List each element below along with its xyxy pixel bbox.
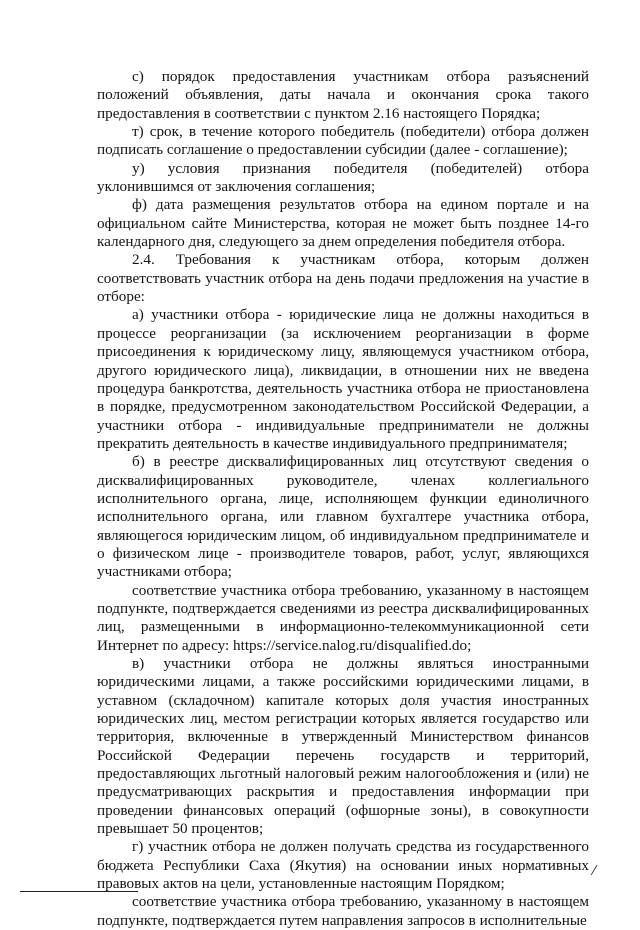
paragraph-item-b: б) в реестре дисквалифицированных лиц отсутствуют сведения о дисквалифицированных руководителе, членах коллегиального исполнительного органа, лице, исполняющем функции единоличного исполнительного органа, или главном бухгалтере участника отбора, являющегося юридическим лицом, об индивидуальном предпринимателе и о физическом лице - производителе товаров, работ, услуг, являющихся участниками отбора; xyxy=(97,453,589,581)
document-body xyxy=(97,68,589,930)
paragraph-item-u: у) условия признания победителя (победителей) отбора уклонившимся от заключения соглашения; xyxy=(97,159,589,196)
footer-rule xyxy=(20,891,138,892)
paragraph-item-s: с) порядок предоставления участникам отбора разъяснений положений объявления, даты начала и окончания срока такого предоставления в соответствии с пунктом 2.16 настоящего Порядка; xyxy=(97,68,589,122)
section-2-4-heading: 2.4. Требования к участникам отбора, которым должен соответствовать участник отбора на день подачи предложения на участие в отборе: xyxy=(97,251,589,306)
handwritten-mark: ⁄ xyxy=(593,864,596,879)
paragraph-compliance-b: соответствие участника отбора требованию, указанному в настоящем подпункте, подтверждается сведениями из реестра дисквалифицированных лиц, размещенными в информационно-телекоммуникационной сети Интернет по адресу: https://service.nalog.ru/disqualified.do; xyxy=(97,581,589,654)
paragraph-item-f: ф) дата размещения результатов отбора на едином портале и на официальном сайте Министерства, которая не может быть позднее 14-го календарного дня, следующего за днем определения победителя отбора. xyxy=(97,196,589,251)
paragraph-compliance-g: соответствие участника отбора требованию, указанному в настоящем подпункте, подтверждается путем направления запросов в исполнительные xyxy=(97,893,589,929)
paragraph-item-a: а) участники отбора - юридические лица не должны находиться в процессе реорганизации (за исключением реорганизации в форме присоединения к юридическому лицу, являющемуся участником отбора, другого юридического лица), ликвидации, в отношении них не введена процедура банкротства, деятельность участника отбора не приостановлена в порядке, предусмотренном законодательством Российской Федерации, а участники отбора - индивидуальные предприниматели не должны прекратить деятельность в качестве индивидуального предпринимателя; xyxy=(97,306,589,452)
paragraph-item-g: г) участник отбора не должен получать средства из государственного бюджета Республики Саха (Якутия) на основании иных нормативных правовых актов на цели, установленные настоящим Порядком; xyxy=(97,838,589,893)
paragraph-item-t: т) срок, в течение которого победитель (победители) отбора должен подписать соглашение о предоставлении субсидии (далее - соглашение); xyxy=(97,123,589,159)
paragraph-item-v: в) участники отбора не должны являться иностранными юридическими лицами, а также российскими юридическими лицами, в уставном (складочном) капитале которых доля участия иностранных юридических лиц, местом регистрации которых является государство или территория, включенные в утвержденный Министерством финансов Российской Федерации перечень государств и территорий, предоставляющих льготный налоговый режим налогообложения и (или) не предусматривающих раскрытия и предоставления информации при проведении финансовых операций (офшорные зоны), в совокупности превышает 50 процентов; xyxy=(97,655,589,838)
